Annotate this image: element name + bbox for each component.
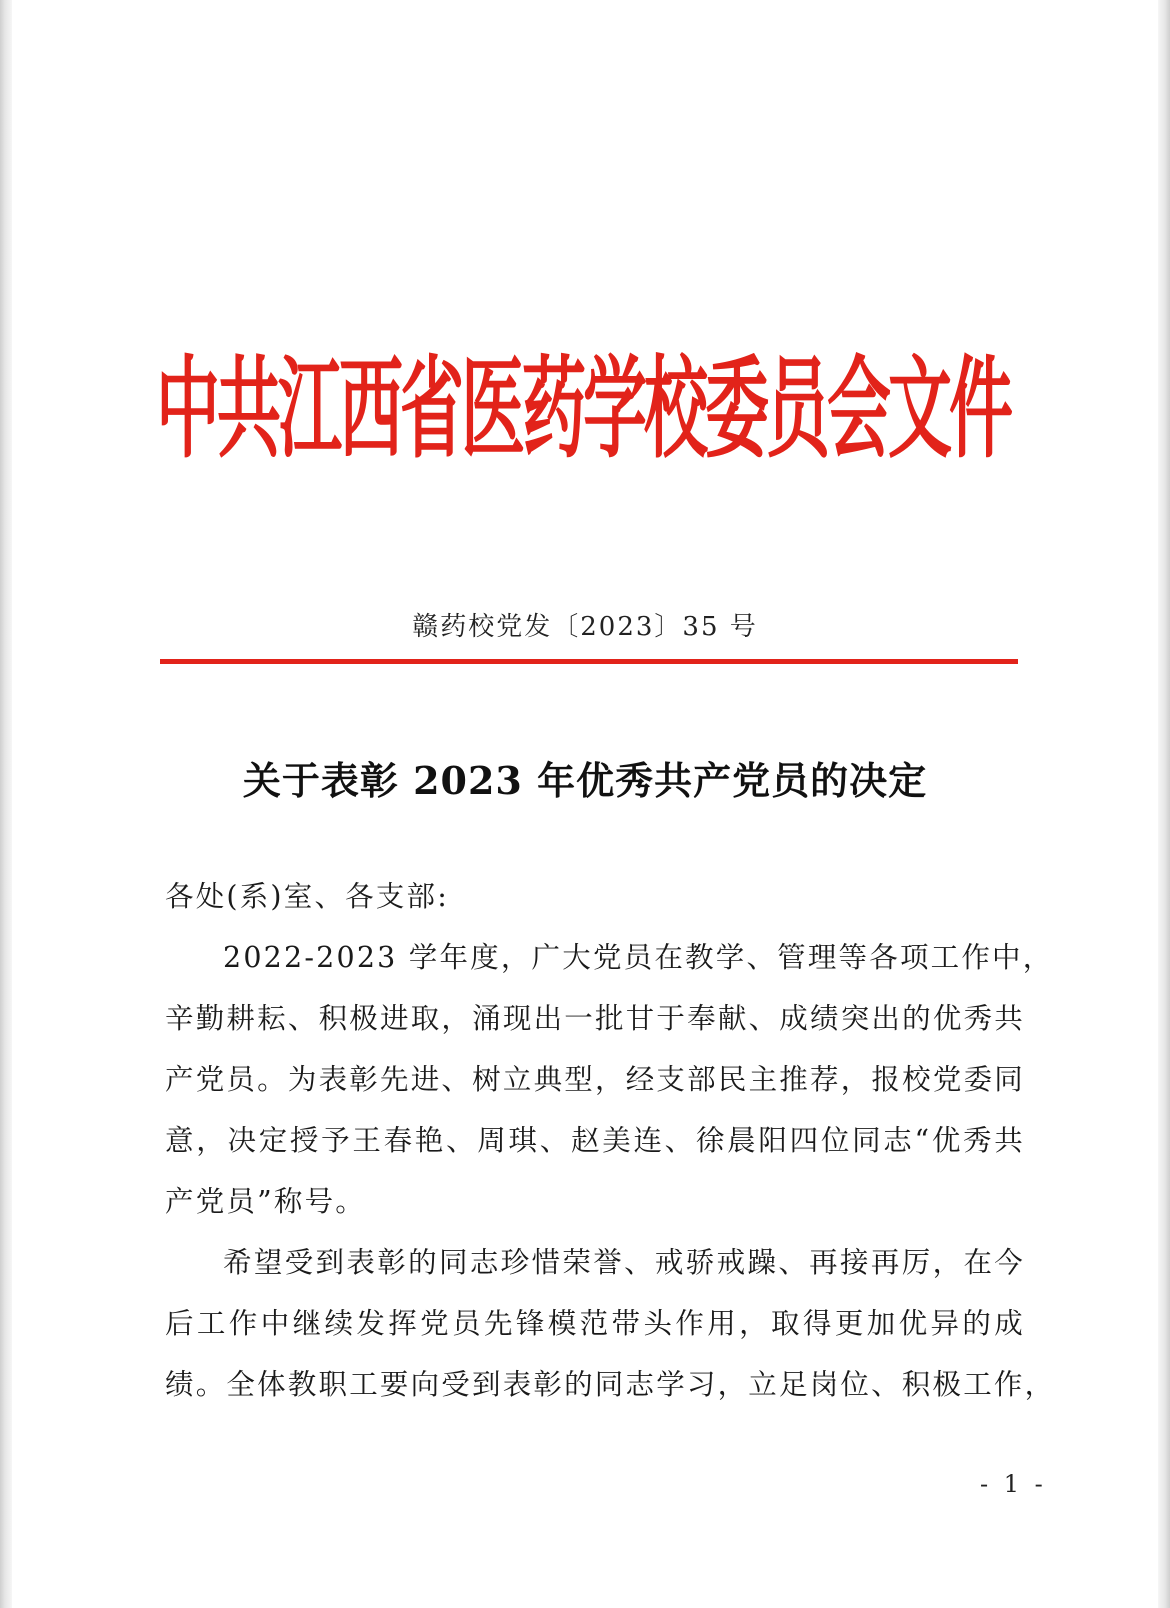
paragraph-line: 绩。全体教职工要向受到表彰的同志学习，立足岗位、积极工作， (165, 1368, 1056, 1401)
paragraph-line: 产党员”称号。 (165, 1185, 366, 1218)
document-body (165, 866, 1056, 1415)
masthead-red-header: 中共江西省医药学校委员会文件 (156, 347, 1010, 475)
paragraph-line: 产党员。为表彰先进、树立典型，经支部民主推荐，报校党委同 (165, 1063, 1025, 1096)
paragraph-line: 意，决定授予王春艳、周琪、赵美连、徐晨阳四位同志“优秀共 (165, 1124, 1025, 1157)
page-number: - 1 - (980, 1470, 1047, 1498)
red-separator-line (160, 659, 1018, 664)
paragraph-line: 后工作中继续发挥党员先锋模范带头作用，取得更加优异的成 (165, 1307, 1025, 1340)
paragraph-line: 辛勤耕耘、积极进取，涌现出一批甘于奉献、成绩突出的优秀共 (165, 1002, 1025, 1035)
document-title: 关于表彰 2023 年优秀共产党员的决定 (242, 758, 928, 803)
salutation: 各处(系)室、各支部: (165, 880, 450, 913)
paragraph-line: 2022-2023 学年度，广大党员在教学、管理等各项工作中， (223, 941, 1054, 974)
paragraph-line: 希望受到表彰的同志珍惜荣誉、戒骄戒躁、再接再厉，在今 (223, 1246, 1025, 1279)
document-number: 赣药校党发〔2023〕35 号 (412, 612, 758, 642)
